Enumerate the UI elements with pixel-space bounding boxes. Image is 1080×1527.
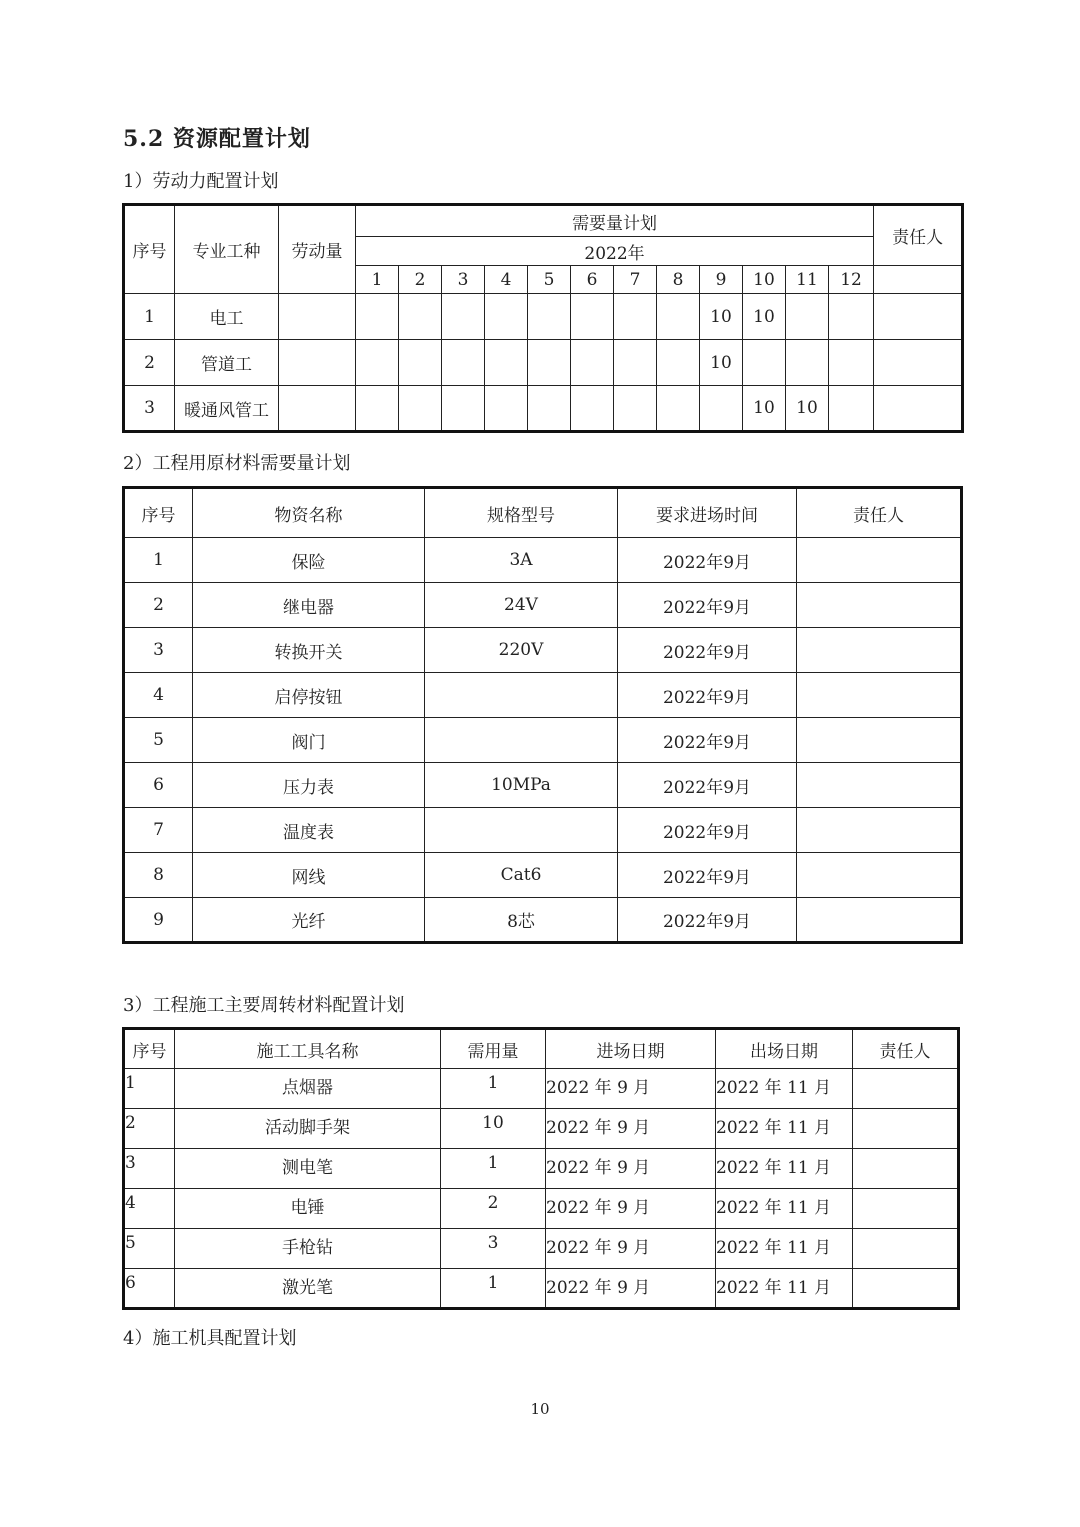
materials-name: 光纤 [193, 898, 425, 943]
materials-name: 网线 [193, 853, 425, 898]
materials-owner [797, 898, 962, 943]
labor-month-value [399, 386, 442, 432]
materials-row [124, 898, 962, 943]
month-header: 8 [657, 266, 700, 294]
labor-month-value [528, 386, 571, 432]
tools-name: 手枪钻 [175, 1229, 441, 1269]
labor-month-value: 10 [700, 340, 743, 386]
materials-row [124, 853, 962, 898]
tools-seq: 4 [124, 1189, 175, 1229]
tools-in-date: 2022 年 9 月 [546, 1189, 716, 1229]
tools-seq: 2 [124, 1109, 175, 1149]
month-header: 9 [700, 266, 743, 294]
materials-row [124, 628, 962, 673]
materials-row [124, 718, 962, 763]
labor-month-value: 10 [700, 294, 743, 340]
labor-month-value [657, 294, 700, 340]
tools-row [124, 1149, 959, 1189]
materials-header: 责任人 [797, 488, 962, 538]
tools-seq: 1 [124, 1069, 175, 1109]
tools-qty: 1 [441, 1149, 546, 1189]
labor-month-value [356, 340, 399, 386]
materials-owner [797, 583, 962, 628]
labor-owner [874, 386, 963, 432]
tools-qty: 10 [441, 1109, 546, 1149]
materials-name: 启停按钮 [193, 673, 425, 718]
labor-month-value [743, 340, 786, 386]
materials-spec [425, 673, 618, 718]
machines-subtitle: 4）施工机具配置计划 [123, 1328, 297, 1349]
materials-date: 2022年9月 [618, 898, 797, 943]
labor-month-value [356, 294, 399, 340]
month-header: 7 [614, 266, 657, 294]
tools-name: 活动脚手架 [175, 1109, 441, 1149]
labor-header-year: 2022年 [356, 237, 874, 266]
labor-month-value [657, 386, 700, 432]
labor-month-value [571, 340, 614, 386]
tools-name: 点烟器 [175, 1069, 441, 1109]
labor-header-plan: 需要量计划 [356, 205, 874, 237]
tools-out-date: 2022 年 11 月 [716, 1189, 853, 1229]
labor-owner [874, 294, 963, 340]
labor-month-value [829, 386, 874, 432]
materials-seq: 9 [124, 898, 193, 943]
materials-seq: 8 [124, 853, 193, 898]
materials-seq: 2 [124, 583, 193, 628]
materials-spec: 3A [425, 538, 618, 583]
materials-spec: 8芯 [425, 898, 618, 943]
tools-owner [853, 1149, 959, 1189]
month-header: 3 [442, 266, 485, 294]
materials-spec: 10MPa [425, 763, 618, 808]
materials-header: 物资名称 [193, 488, 425, 538]
materials-seq: 5 [124, 718, 193, 763]
materials-header: 要求进场时间 [618, 488, 797, 538]
labor-month-value [399, 294, 442, 340]
labor-month-value: 10 [743, 386, 786, 432]
labor-month-value [786, 340, 829, 386]
materials-date: 2022年9月 [618, 538, 797, 583]
labor-month-value [571, 386, 614, 432]
materials-seq: 7 [124, 808, 193, 853]
labor-month-value [786, 294, 829, 340]
materials-name: 温度表 [193, 808, 425, 853]
labor-month-value [614, 340, 657, 386]
tools-qty: 1 [441, 1069, 546, 1109]
labor-header-seq: 序号 [124, 205, 175, 294]
month-header: 12 [829, 266, 874, 294]
labor-seq: 3 [124, 386, 175, 432]
materials-subtitle: 2）工程用原材料需要量计划 [123, 453, 351, 474]
tools-header: 施工工具名称 [175, 1029, 441, 1069]
materials-row [124, 583, 962, 628]
materials-date: 2022年9月 [618, 808, 797, 853]
month-header: 2 [399, 266, 442, 294]
materials-seq: 3 [124, 628, 193, 673]
labor-header-trade: 专业工种 [175, 205, 279, 294]
month-header: 5 [528, 266, 571, 294]
tools-in-date: 2022 年 9 月 [546, 1269, 716, 1309]
materials-name: 转换开关 [193, 628, 425, 673]
tools-out-date: 2022 年 11 月 [716, 1109, 853, 1149]
materials-owner [797, 853, 962, 898]
month-header: 6 [571, 266, 614, 294]
labor-month-value [485, 386, 528, 432]
labor-month-value [700, 386, 743, 432]
materials-seq: 1 [124, 538, 193, 583]
section-title: 5.2 资源配置计划 [123, 126, 311, 152]
tools-header: 序号 [124, 1029, 175, 1069]
labor-month-value [829, 340, 874, 386]
labor-trade: 电工 [175, 294, 279, 340]
materials-row [124, 673, 962, 718]
tools-in-date: 2022 年 9 月 [546, 1109, 716, 1149]
labor-month-value [657, 340, 700, 386]
tools-in-date: 2022 年 9 月 [546, 1149, 716, 1189]
labor-month-value [528, 294, 571, 340]
materials-date: 2022年9月 [618, 763, 797, 808]
materials-date: 2022年9月 [618, 583, 797, 628]
labor-month-value [485, 340, 528, 386]
tools-qty: 1 [441, 1269, 546, 1309]
materials-owner [797, 808, 962, 853]
tools-in-date: 2022 年 9 月 [546, 1229, 716, 1269]
labor-header-amount: 劳动量 [279, 205, 356, 294]
month-header: 11 [786, 266, 829, 294]
tools-header: 需用量 [441, 1029, 546, 1069]
materials-name: 继电器 [193, 583, 425, 628]
labor-amount [279, 340, 356, 386]
materials-owner [797, 673, 962, 718]
materials-seq: 6 [124, 763, 193, 808]
labor-row [124, 386, 963, 432]
tools-owner [853, 1069, 959, 1109]
tools-seq: 5 [124, 1229, 175, 1269]
labor-month-value: 10 [743, 294, 786, 340]
labor-month-value [571, 294, 614, 340]
materials-owner [797, 538, 962, 583]
labor-month-value [614, 386, 657, 432]
labor-seq: 2 [124, 340, 175, 386]
labor-month-value [442, 386, 485, 432]
materials-owner [797, 763, 962, 808]
materials-date: 2022年9月 [618, 718, 797, 763]
materials-spec [425, 718, 618, 763]
materials-date: 2022年9月 [618, 673, 797, 718]
tools-header: 进场日期 [546, 1029, 716, 1069]
labor-month-value [614, 294, 657, 340]
tools-header: 出场日期 [716, 1029, 853, 1069]
materials-table [122, 486, 963, 944]
materials-seq: 4 [124, 673, 193, 718]
tools-row [124, 1109, 959, 1149]
labor-owner [874, 340, 963, 386]
tools-owner [853, 1229, 959, 1269]
labor-trade: 管道工 [175, 340, 279, 386]
page-number: 10 [530, 1400, 550, 1418]
tools-qty: 3 [441, 1229, 546, 1269]
labor-amount [279, 294, 356, 340]
materials-spec: 24V [425, 583, 618, 628]
tools-seq: 3 [124, 1149, 175, 1189]
tools-name: 电锤 [175, 1189, 441, 1229]
labor-month-value [528, 340, 571, 386]
month-header: 10 [743, 266, 786, 294]
tools-row [124, 1069, 959, 1109]
materials-header: 规格型号 [425, 488, 618, 538]
labor-row [124, 340, 963, 386]
labor-month-value [442, 340, 485, 386]
tools-row [124, 1269, 959, 1309]
labor-month-value [442, 294, 485, 340]
tools-name: 激光笔 [175, 1269, 441, 1309]
labor-month-value [399, 340, 442, 386]
tools-out-date: 2022 年 11 月 [716, 1069, 853, 1109]
month-header: 1 [356, 266, 399, 294]
materials-date: 2022年9月 [618, 853, 797, 898]
labor-seq: 1 [124, 294, 175, 340]
materials-name: 保险 [193, 538, 425, 583]
materials-name: 压力表 [193, 763, 425, 808]
labor-month-value: 10 [786, 386, 829, 432]
materials-date: 2022年9月 [618, 628, 797, 673]
materials-header: 序号 [124, 488, 193, 538]
labor-trade: 暖通风管工 [175, 386, 279, 432]
tools-header: 责任人 [853, 1029, 959, 1069]
materials-owner [797, 628, 962, 673]
tools-out-date: 2022 年 11 月 [716, 1269, 853, 1309]
labor-amount [279, 386, 356, 432]
labor-subtitle: 1）劳动力配置计划 [123, 171, 279, 192]
materials-owner [797, 718, 962, 763]
tools-table [122, 1027, 960, 1310]
materials-row [124, 763, 962, 808]
materials-row [124, 538, 962, 583]
materials-spec: 220V [425, 628, 618, 673]
tools-row [124, 1189, 959, 1229]
tools-qty: 2 [441, 1189, 546, 1229]
tools-owner [853, 1269, 959, 1309]
tools-subtitle: 3）工程施工主要周转材料配置计划 [123, 995, 405, 1016]
tools-out-date: 2022 年 11 月 [716, 1149, 853, 1189]
labor-row [124, 294, 963, 340]
materials-spec: Cat6 [425, 853, 618, 898]
tools-name: 测电笔 [175, 1149, 441, 1189]
labor-table [122, 203, 964, 433]
tools-row [124, 1229, 959, 1269]
tools-owner [853, 1189, 959, 1229]
labor-month-value [485, 294, 528, 340]
tools-out-date: 2022 年 11 月 [716, 1229, 853, 1269]
materials-row [124, 808, 962, 853]
materials-name: 阀门 [193, 718, 425, 763]
labor-header-owner: 责任人 [874, 205, 963, 266]
tools-owner [853, 1109, 959, 1149]
labor-month-value [829, 294, 874, 340]
tools-in-date: 2022 年 9 月 [546, 1069, 716, 1109]
materials-spec [425, 808, 618, 853]
labor-header-blank [874, 266, 963, 294]
labor-month-value [356, 386, 399, 432]
tools-seq: 6 [124, 1269, 175, 1309]
month-header: 4 [485, 266, 528, 294]
